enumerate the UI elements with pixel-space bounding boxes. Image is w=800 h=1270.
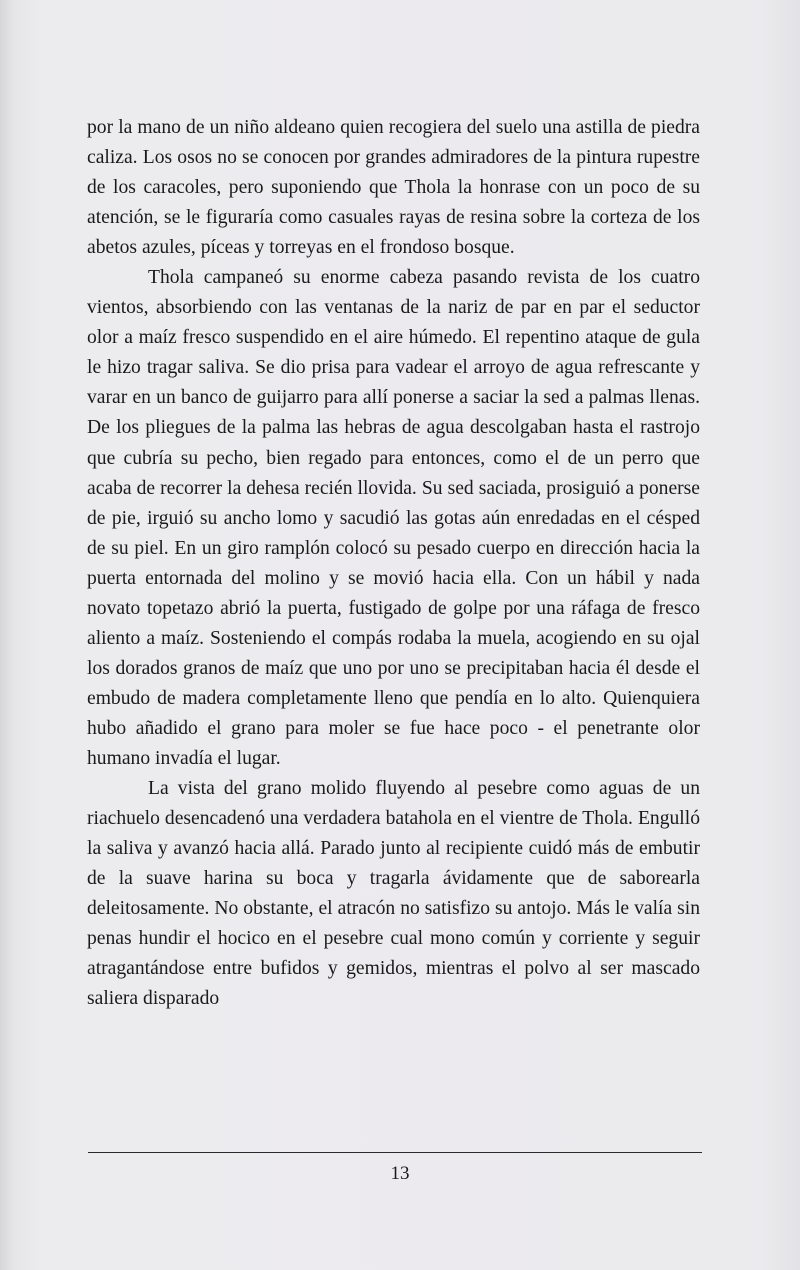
paragraph-1: por la mano de un niño aldeano quien recogiera del suelo una astilla de piedra caliza. Los osos no se conocen por grandes admiradores de la pintura rupestre de los caracoles, pero suponiendo que Thola la honrase con un poco de su atención, se le figuraría como casuales rayas de resina sobre la corteza de los abetos azules, píceas y torreyas en el frondoso bosque. (87, 117, 700, 259)
paragraph-2: Thola campaneó su enorme cabeza pasando revista de los cuatro vientos, absorbiendo con las ventanas de la nariz de par en par el seductor olor a maíz fresco suspendido en el aire húmedo. El repentino ataque de gula le hizo tragar saliva. Se dio prisa para vadear el arroyo de agua refrescante y varar en un banco de guijarro para allí ponerse a saciar la sed a palmas llenas. De los pliegues de la palma las hebras de agua descolgaban hasta el rastrojo que cubría su pecho, bien regado para entonces, como el de un perro que acaba de recorrer la dehesa recién llovida. Su sed saciada, prosiguió a ponerse de pie, irguió su ancho lomo y sacudió las gotas aún enredadas en el césped de su piel. En un giro ramplón colocó su pesado cuerpo en dirección hacia la puerta entornada del molino y se movió hacia ella. Con un hábil y nada novato topetazo abrió la puerta, fustigado de golpe por una ráfaga de fresco aliento a maíz. Sosteniendo el compás rodaba la muela, acogiendo en su ojal los dorados granos de maíz que uno por uno se precipitaban hacia él desde el embudo de madera completamente lleno que pendía en lo alto. Quienquiera hubo añadido el grano para moler se fue hace poco - el penetrante olor humano invadía el lugar. (87, 267, 700, 769)
page-number: 13 (390, 1163, 410, 1184)
footer-rule (88, 1152, 702, 1153)
paragraph-3: La vista del grano molido fluyendo al pesebre como aguas de un riachuelo desencadenó una verdadera batahola en el vientre de Thola. Engulló la saliva y avanzó hacia allá. Parado junto al recipiente cuidó más de embutir de la suave harina su boca y tragarla ávidamente que de saborearla deleitosamente. No obstante, el atracón no satisfizo su antojo. Más le valía sin penas hundir el hocico en el pesebre cual mono común y corriente y seguir atragantándose entre bufidos y gemidos, mientras el polvo al ser mascado saliera disparado (87, 778, 700, 1010)
body-text (87, 113, 700, 1014)
